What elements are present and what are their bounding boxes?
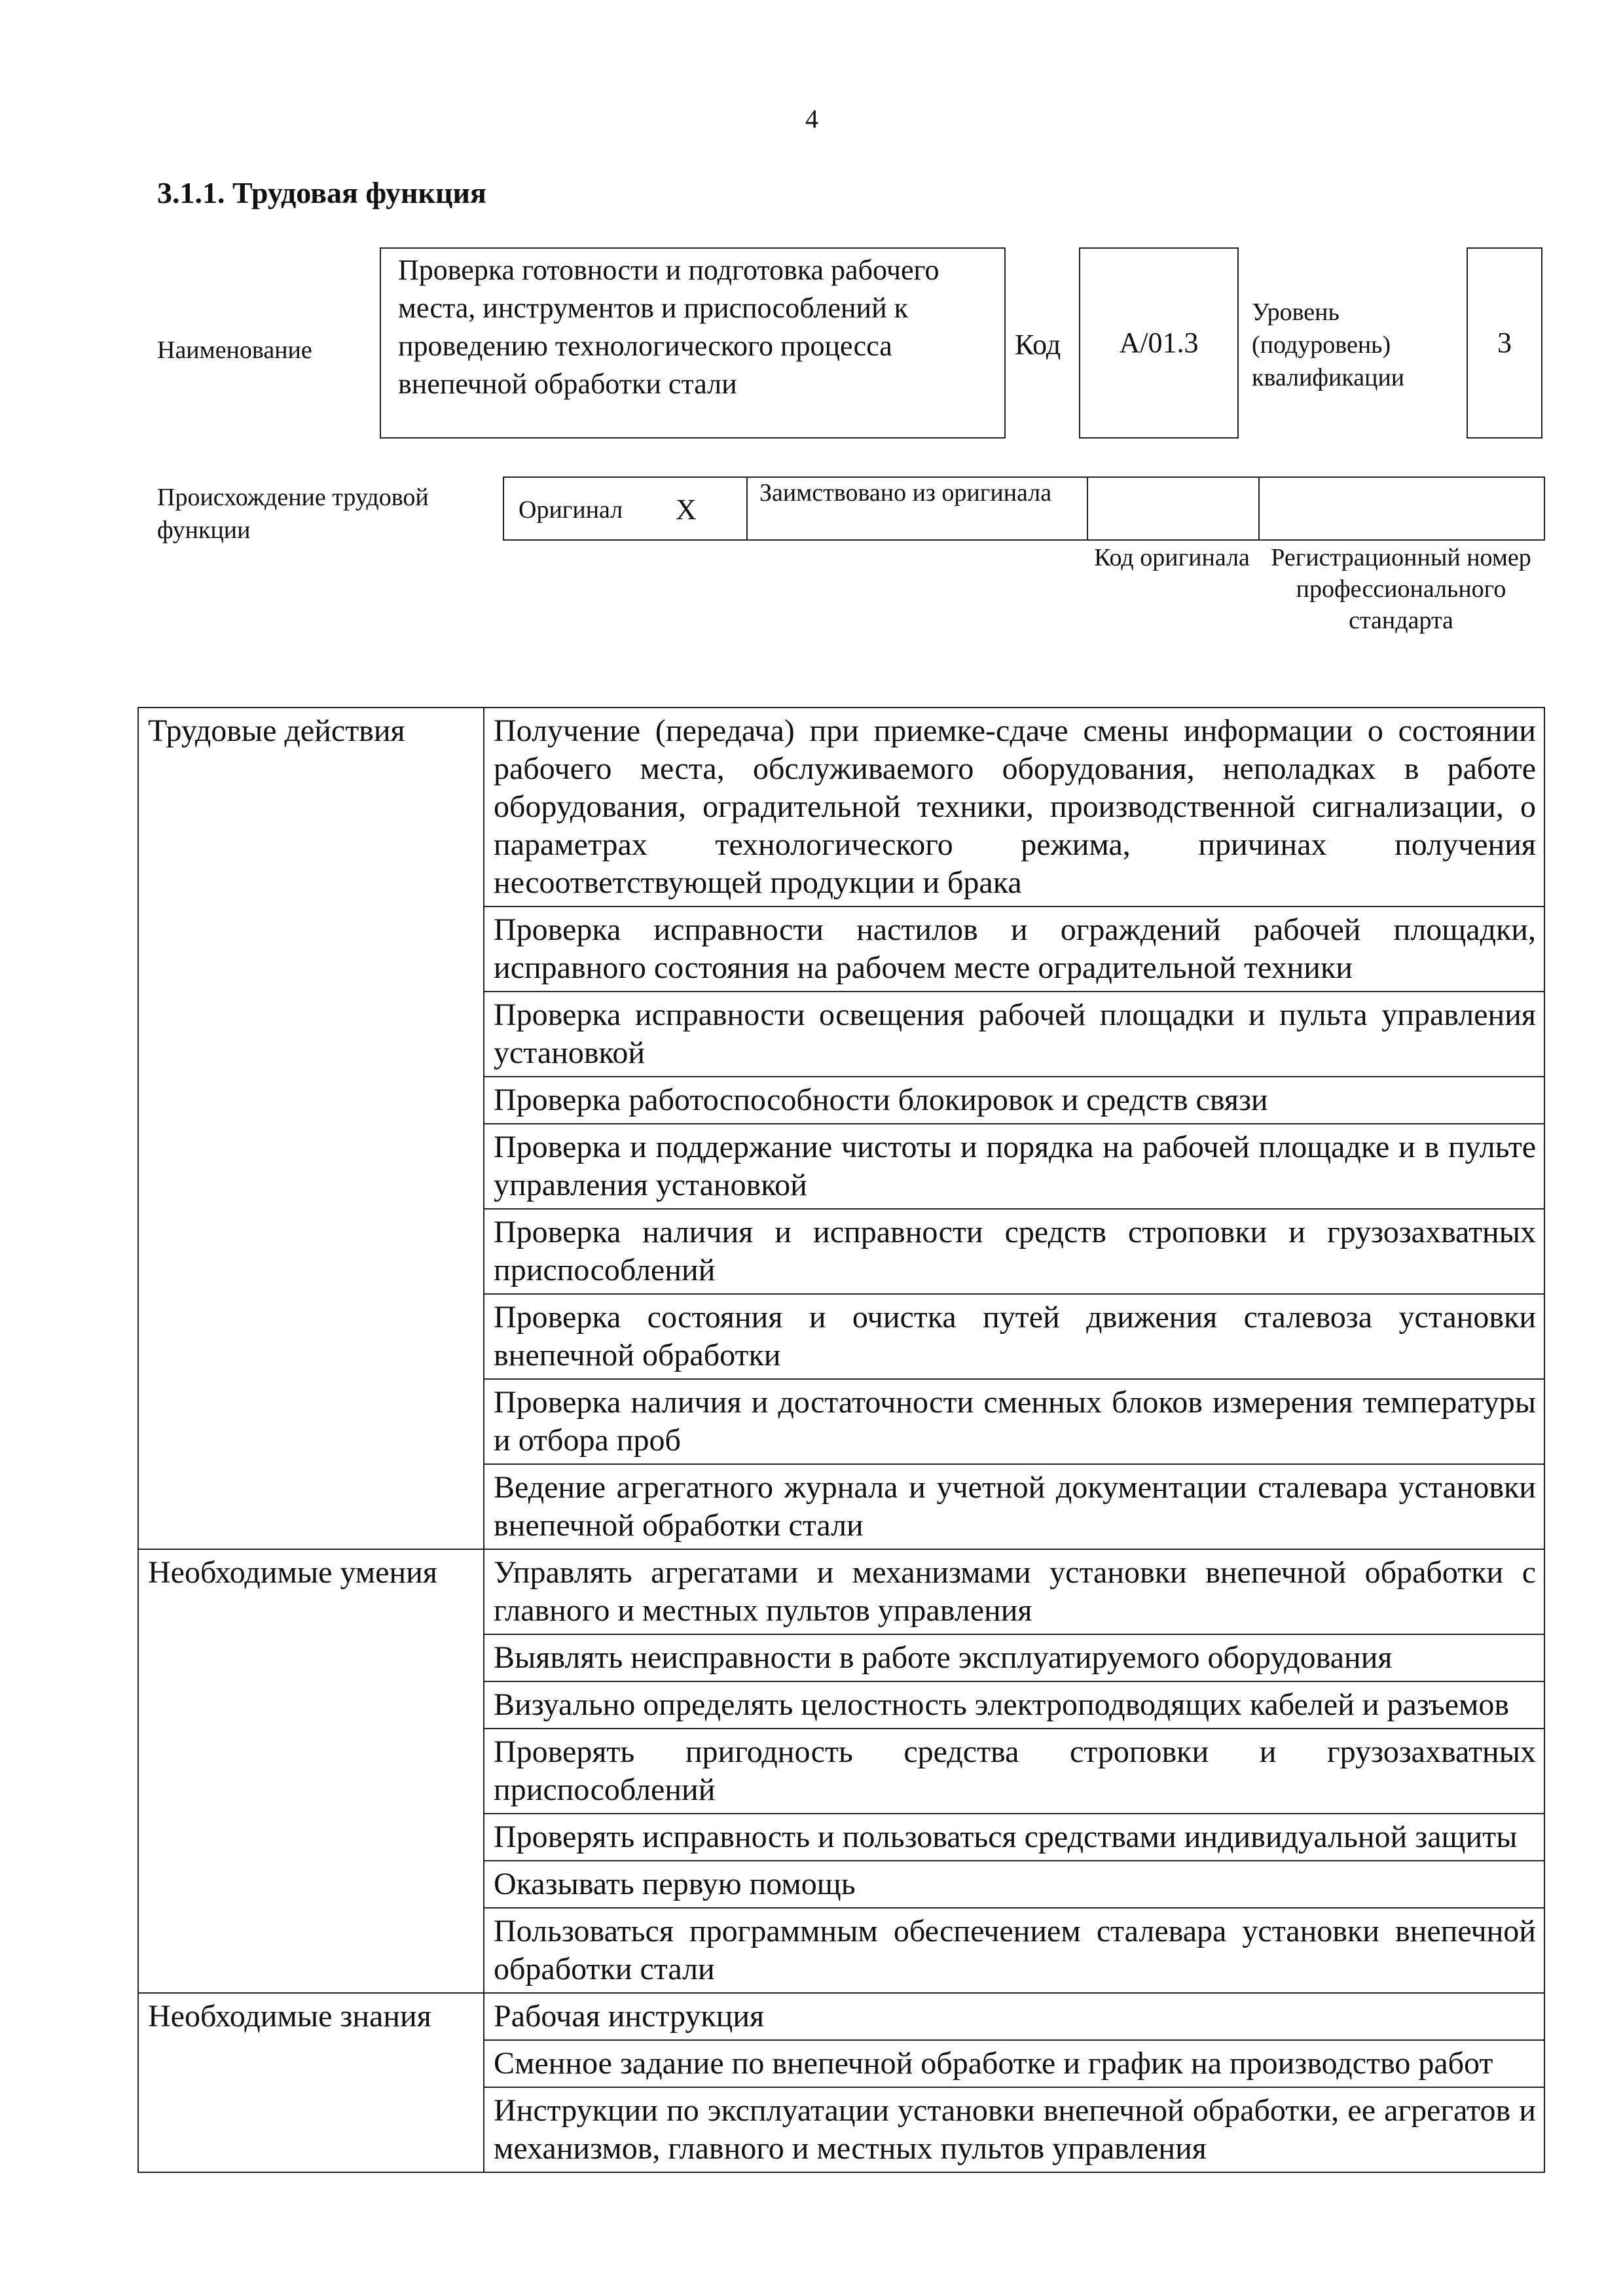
table-cell-text: Ведение агрегатного журнала и учетной документации сталевара установки внепечной обработки стали <box>484 1464 1544 1549</box>
reg-number-caption: Регистрационный номер профессионального стандарта <box>1271 544 1531 634</box>
origin-table <box>503 476 1545 541</box>
name-value: Проверка готовности и подготовка рабочего места, инструментов и приспособлений к проведению технологического процесса внепечной обработки стали <box>398 254 939 400</box>
table-row <box>138 1549 1544 1634</box>
table-cell-text: Получение (передача) при приемке-сдаче смены информации о состоянии рабочего места, обслуживаемого оборудования, неполадках в работе оборудования, оградительной техники, производственной сигнализации, о параметрах технологического режима, причинах получения несоответствующей продукции и брака <box>484 708 1544 906</box>
table-cell-text: Управлять агрегатами и механизмами установки внепечной обработки с главного и местных пультов управления <box>484 1549 1544 1634</box>
level-value: 3 <box>1467 247 1542 439</box>
table-cell-text: Проверка исправности настилов и ограждений рабочей площадки, исправного состояния на рабочем месте оградительной техники <box>484 906 1544 992</box>
level-label: Уровень (подуровень) квалификации <box>1252 298 1405 391</box>
table-cell-text: Проверка и поддержание чистоты и порядка на рабочей площадке и в пульте управления установкой <box>484 1124 1544 1209</box>
original-mark: X <box>676 493 697 526</box>
code-label: Код <box>1015 329 1061 361</box>
section-title-cell: Необходимые знания <box>138 1993 484 2172</box>
table-cell-text: Проверка работоспособности блокировок и средств связи <box>484 1077 1544 1124</box>
code-value: А/01.3 <box>1079 247 1239 439</box>
functions-table <box>137 707 1545 2173</box>
table-cell-text: Сменное задание по внепечной обработке и график на производство работ <box>484 2040 1544 2087</box>
table-row <box>138 1993 1544 2040</box>
table-cell-text: Пользоваться программным обеспечением сталевара установки внепечной обработки стали <box>484 1908 1544 1993</box>
table-cell-text: Проверка исправности освещения рабочей площадки и пульта управления установкой <box>484 992 1544 1077</box>
table-cell-text: Рабочая инструкция <box>484 1993 1544 2040</box>
original-code-caption: Код оригинала <box>1094 544 1250 571</box>
section-title-cell: Необходимые умения <box>138 1549 484 1993</box>
table-cell-text: Инструкции по эксплуатации установки внепечной обработки, ее агрегатов и механизмов, главного и местных пультов управления <box>484 2087 1544 2172</box>
name-label: Наименование <box>157 336 312 364</box>
table-cell-text: Проверка наличия и исправности средств строповки и грузозахватных приспособлений <box>484 1209 1544 1294</box>
section-title: 3.1.1. Трудовая функция <box>157 176 486 209</box>
table-cell-text: Визуально определять целостность электроподводящих кабелей и разъемов <box>484 1681 1544 1729</box>
table-cell-text: Выявлять неисправности в работе эксплуатируемого оборудования <box>484 1634 1544 1681</box>
origin-label: Происхождение трудовой функции <box>157 484 429 544</box>
table-row <box>138 708 1544 906</box>
table-cell-text: Проверка состояния и очистка путей движения сталевоза установки внепечной обработки <box>484 1294 1544 1379</box>
section-title-cell: Трудовые действия <box>138 708 484 1549</box>
table-cell-text: Проверять пригодность средства строповки и грузозахватных приспособлений <box>484 1729 1544 1814</box>
table-cell-text: Оказывать первую помощь <box>484 1861 1544 1908</box>
page-number: 4 <box>805 104 818 134</box>
borrowed-label: Заимствовано из оригинала <box>759 479 1052 507</box>
table-cell-text: Проверять исправность и пользоваться средствами индивидуальной защиты <box>484 1814 1544 1861</box>
table-cell-text: Проверка наличия и достаточности сменных блоков измерения температуры и отбора проб <box>484 1379 1544 1464</box>
name-value-box <box>380 247 1006 439</box>
original-label: Оригинал <box>519 496 623 524</box>
